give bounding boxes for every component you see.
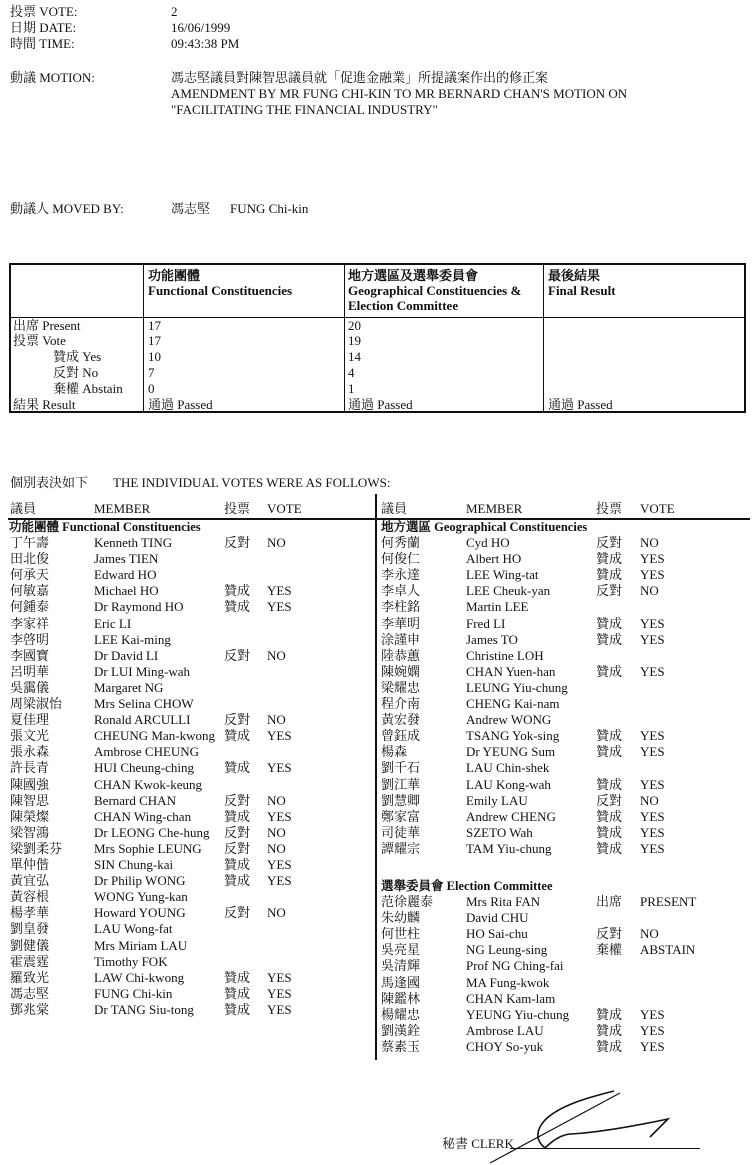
member-name-zh: 吳亮星 [381, 942, 421, 958]
motion-label: 動議 MOTION: [10, 70, 95, 85]
member-name-zh: 黃容根 [10, 889, 50, 905]
member-name-en: Dr LEONG Che-hung [94, 824, 210, 840]
col-gc-en: Geographical Constituencies & [348, 283, 522, 298]
member-name-zh: 劉健儀 [10, 937, 50, 953]
member-name-en: LEE Kai-ming [94, 631, 171, 647]
vote-zh: 贊成 [596, 728, 623, 744]
member-name-en: TSANG Yok-sing [466, 728, 560, 744]
time-value: 09:43:38 PM [171, 36, 240, 51]
vote-en: YES [267, 969, 292, 985]
column-divider [344, 265, 345, 411]
member-name-zh: 劉慧卿 [381, 792, 421, 808]
member-name-zh: 夏佳理 [10, 712, 50, 728]
member-name-en: Ambrose CHEUNG [94, 744, 200, 760]
vote-zh: 贊成 [224, 873, 251, 889]
vote-zh: 贊成 [224, 969, 251, 985]
member-name-zh: 范徐麗泰 [381, 894, 434, 909]
member-name-en: Dr YEUNG Sum [466, 744, 556, 760]
col-fc-zh: 功能團體 [148, 268, 201, 283]
member-name-en: Howard YOUNG [94, 905, 186, 921]
vote-zh: 贊成 [596, 1038, 623, 1054]
vote-zh: 反對 [224, 792, 251, 808]
member-name-zh: 曾鈺成 [381, 728, 421, 744]
member-name-zh: 蔡素玉 [381, 1038, 421, 1054]
row-result-final: 通過 Passed [548, 397, 613, 412]
column-divider [375, 494, 377, 1060]
member-name-en: LEUNG Yiu-chung [466, 679, 568, 695]
vote-en: NO [267, 905, 286, 921]
vote-en: NO [267, 712, 286, 728]
vote-en: YES [640, 1022, 665, 1038]
member-name-en: Bernard CHAN [94, 792, 176, 808]
member-name-en: Dr Raymond HO [94, 599, 184, 615]
member-name-en: FUNG Chi-kin [94, 985, 173, 1001]
vote-en: YES [640, 1038, 665, 1054]
member-name-zh: 何秀蘭 [381, 535, 421, 550]
member-name-zh: 陳婉嫻 [381, 663, 421, 679]
vote-zh: 贊成 [596, 840, 623, 856]
vote-label: 投票 VOTE: [10, 4, 78, 19]
member-name-en: James TO [466, 631, 518, 647]
member-name-zh: 黃宏發 [381, 712, 421, 728]
member-name-en: LEE Wing-tat [466, 567, 539, 583]
member-name-zh: 劉皇發 [10, 921, 50, 937]
vote-en: YES [267, 583, 292, 599]
member-name-en: LAU Chin-shek [466, 760, 550, 776]
vote-zh: 反對 [224, 905, 251, 921]
member-name-zh: 田北俊 [10, 551, 50, 567]
member-name-zh: 何承天 [10, 567, 50, 583]
moved-by-name-en: FUNG Chi-kin [230, 201, 309, 216]
member-name-en: CHENG Kai-nam [466, 696, 560, 711]
row-no-label: 反對 No [53, 365, 99, 380]
member-name-en: Martin LEE [466, 599, 529, 615]
member-name-en: Ronald ARCULLI [94, 712, 191, 728]
member-name-en: Andrew WONG [466, 712, 552, 728]
vote-zh: 贊成 [596, 663, 623, 679]
member-name-zh: 吳清輝 [381, 958, 421, 974]
vote-en: YES [267, 985, 292, 1001]
vote-en: PRESENT [640, 894, 697, 909]
vote-zh: 贊成 [596, 567, 623, 583]
member-name-en: SIN Chung-kai [94, 857, 174, 872]
member-name-en: Michael HO [94, 583, 159, 599]
clerk-signature [490, 1085, 720, 1165]
vote-en: YES [267, 599, 292, 615]
vote-zh: 贊成 [224, 985, 251, 1001]
vote-en: YES [640, 840, 665, 856]
member-name-en: Prof NG Ching-fai [466, 958, 564, 974]
member-name-zh: 楊孝華 [10, 905, 50, 921]
row-no-fc: 7 [148, 365, 155, 380]
member-name-zh: 涂謹申 [381, 631, 421, 647]
vote-en: YES [267, 857, 292, 872]
row-abstain-gc: 1 [348, 381, 355, 396]
member-name-zh: 黃宜弘 [10, 873, 50, 889]
member-name-zh: 何世柱 [381, 926, 421, 942]
member-name-zh: 何敏嘉 [10, 583, 50, 599]
vote-zh: 贊成 [596, 1006, 623, 1022]
vote-en: YES [267, 808, 292, 824]
row-present-gc: 20 [348, 318, 361, 333]
row-abstain-label: 棄權 Abstain [53, 381, 123, 396]
vote-number: 2 [171, 4, 178, 19]
col-vote-en: VOTE [267, 501, 302, 516]
vote-zh: 贊成 [596, 776, 623, 792]
member-name-en: James TIEN [94, 551, 159, 567]
vote-en: NO [640, 583, 659, 599]
member-name-zh: 李啓明 [10, 631, 50, 647]
member-name-zh: 鄧兆棠 [10, 1001, 50, 1017]
vote-zh: 反對 [596, 926, 623, 942]
vote-zh: 贊成 [224, 857, 251, 872]
vote-en: YES [640, 1006, 665, 1022]
header-divider [11, 317, 744, 318]
motion-title-en-line1: AMENDMENT BY MR FUNG CHI-KIN TO MR BERNARD CHAN'S MOTION ON [171, 86, 628, 101]
member-name-zh: 許長青 [10, 760, 50, 776]
member-name-en: Kenneth TING [94, 535, 173, 550]
member-name-en: CHEUNG Man-kwong [94, 728, 215, 744]
vote-en: YES [640, 744, 665, 760]
member-name-en: Mrs Rita FAN [466, 894, 541, 909]
member-name-zh: 李國寶 [10, 647, 50, 663]
vote-en: YES [640, 824, 665, 840]
member-name-zh: 馮志堅 [10, 985, 50, 1001]
vote-zh: 贊成 [224, 583, 251, 599]
individual-intro-zh: 個別表決如下 [10, 475, 89, 490]
row-vote-gc: 19 [348, 333, 361, 348]
col-gc-en2: Election Committee [348, 298, 459, 313]
member-name-zh: 李卓人 [381, 583, 421, 599]
member-name-en: Timothy FOK [94, 953, 168, 969]
vote-zh: 贊成 [596, 1022, 623, 1038]
member-name-en: Mrs Sophie LEUNG [94, 840, 202, 856]
col-member-zh: 議員 [10, 501, 37, 516]
vote-zh: 贊成 [596, 631, 623, 647]
member-name-en: Dr Philip WONG [94, 873, 186, 889]
vote-zh: 贊成 [224, 1001, 251, 1017]
vote-en: YES [640, 663, 665, 679]
row-vote-fc: 17 [148, 333, 161, 348]
member-name-en: SZETO Wah [466, 824, 533, 840]
member-name-en: CHAN Wing-chan [94, 808, 192, 824]
member-name-en: Ambrose LAU [466, 1022, 544, 1038]
member-name-en: Dr David LI [94, 647, 159, 663]
member-name-zh: 羅致光 [10, 969, 50, 985]
member-name-en: Albert HO [466, 551, 522, 567]
vote-zh: 贊成 [224, 728, 251, 744]
vote-zh: 贊成 [596, 744, 623, 760]
member-name-en: CHAN Yuen-han [466, 663, 556, 679]
section-geographical-title: 地方選區 Geographical Constituencies [381, 520, 588, 534]
vote-en: YES [267, 728, 292, 744]
individual-intro-en: THE INDIVIDUAL VOTES WERE AS FOLLOWS: [113, 475, 391, 490]
summary-table [9, 263, 746, 413]
member-name-en: CHAN Kam-lam [466, 990, 556, 1006]
member-name-en: Cyd HO [466, 535, 510, 550]
motion-title-en-line2: "FACILITATING THE FINANCIAL INDUSTRY" [171, 102, 438, 117]
motion-title-zh: 馮志堅議員對陳智思議員就「促進金融業」所提議案作出的修正案 [171, 70, 549, 85]
vote-zh: 反對 [224, 647, 251, 663]
member-name-zh: 朱幼麟 [381, 910, 421, 926]
vote-zh: 反對 [224, 535, 251, 550]
moved-by-name-zh: 馮志堅 [171, 201, 211, 216]
member-name-zh: 周梁淑怡 [10, 696, 63, 711]
vote-zh: 反對 [596, 535, 623, 550]
member-name-zh: 司徒華 [381, 824, 421, 840]
member-name-zh: 陳國強 [10, 776, 50, 792]
vote-en: YES [640, 615, 665, 631]
member-name-zh: 鄭家富 [381, 808, 421, 824]
member-name-en: WONG Yung-kan [94, 889, 188, 905]
member-name-en: David CHU [466, 910, 529, 926]
section-functional-title: 功能團體 Functional Constituencies [9, 520, 201, 534]
vote-en: NO [267, 824, 286, 840]
moved-by-label: 動議人 MOVED BY: [10, 201, 124, 216]
member-name-en: LAW Chi-kwong [94, 969, 185, 985]
vote-en: ABSTAIN [640, 942, 696, 958]
member-name-zh: 吳靄儀 [10, 679, 50, 695]
row-result-fc: 通過 Passed [148, 397, 213, 412]
vote-en: YES [640, 728, 665, 744]
vote-zh: 贊成 [224, 808, 251, 824]
member-name-zh: 霍震霆 [10, 953, 50, 969]
vote-zh: 贊成 [596, 808, 623, 824]
row-yes-fc: 10 [148, 349, 161, 364]
member-name-zh: 陳智思 [10, 792, 50, 808]
col-member-en: MEMBER [466, 501, 523, 516]
member-name-zh: 梁智鴻 [10, 824, 50, 840]
vote-en: YES [640, 808, 665, 824]
member-name-zh: 陸恭蕙 [381, 647, 421, 663]
member-name-zh: 李家祥 [10, 615, 50, 631]
member-name-zh: 馬逢國 [381, 974, 421, 990]
vote-en: NO [267, 792, 286, 808]
vote-zh: 反對 [224, 712, 251, 728]
member-name-zh: 呂明華 [10, 663, 50, 679]
vote-zh: 贊成 [224, 599, 251, 615]
vote-en: NO [267, 840, 286, 856]
time-label: 時間 TIME: [10, 36, 75, 51]
member-name-en: Dr TANG Siu-tong [94, 1001, 194, 1017]
member-name-zh: 陳榮燦 [10, 808, 50, 824]
member-name-zh: 丁午壽 [10, 535, 50, 550]
member-name-en: LAU Wong-fat [94, 921, 173, 937]
member-name-zh: 楊森 [381, 744, 408, 760]
member-name-en: CHAN Kwok-keung [94, 776, 202, 792]
member-name-zh: 李華明 [381, 615, 421, 631]
member-name-en: LAU Kong-wah [466, 776, 551, 792]
vote-zh: 棄權 [596, 942, 623, 958]
member-name-zh: 譚耀宗 [381, 840, 421, 856]
row-present-label: 出席 Present [13, 318, 81, 333]
date-label: 日期 DATE: [10, 20, 77, 35]
member-name-en: Mrs Selina CHOW [94, 696, 194, 711]
column-divider [143, 265, 144, 411]
date-value: 16/06/1999 [171, 20, 231, 35]
member-name-zh: 張文光 [10, 728, 50, 744]
member-name-en: HO Sai-chu [466, 926, 528, 942]
vote-en: YES [640, 551, 665, 567]
column-divider [543, 265, 544, 411]
member-name-en: HUI Cheung-ching [94, 760, 195, 776]
member-name-zh: 劉江華 [381, 776, 421, 792]
member-name-en: NG Leung-sing [466, 942, 548, 958]
col-member-en: MEMBER [94, 501, 151, 516]
col-vote-zh: 投票 [224, 501, 251, 516]
member-name-zh: 李永達 [381, 567, 421, 583]
vote-en: NO [640, 792, 659, 808]
member-name-en: Fred LI [466, 615, 506, 631]
member-name-zh: 劉千石 [381, 760, 421, 776]
row-result-gc: 通過 Passed [348, 397, 413, 412]
member-name-en: MA Fung-kwok [466, 974, 550, 990]
col-fc-en: Functional Constituencies [148, 283, 293, 298]
vote-en: YES [640, 631, 665, 647]
member-name-en: Andrew CHENG [466, 808, 556, 824]
vote-zh: 反對 [224, 840, 251, 856]
vote-en: YES [640, 776, 665, 792]
member-name-en: Mrs Miriam LAU [94, 937, 188, 953]
vote-en: YES [640, 567, 665, 583]
vote-zh: 反對 [596, 583, 623, 599]
col-gc-zh: 地方選區及選舉委員會 [348, 268, 479, 283]
member-name-en: Edward HO [94, 567, 157, 583]
row-yes-label: 贊成 Yes [53, 349, 102, 364]
member-name-en: YEUNG Yiu-chung [466, 1006, 570, 1022]
vote-en: NO [267, 647, 286, 663]
vote-zh: 反對 [224, 824, 251, 840]
vote-zh: 贊成 [596, 824, 623, 840]
member-name-zh: 梁劉柔芬 [10, 840, 63, 856]
member-name-zh: 何俊仁 [381, 551, 421, 567]
col-final-zh: 最後結果 [548, 268, 601, 283]
col-vote-en: VOTE [640, 501, 675, 516]
section-election-committee-title: 選舉委員會 Election Committee [381, 879, 553, 893]
member-name-zh: 陳鑑林 [381, 990, 421, 1006]
clerk-label: 秘書 CLERK [442, 1136, 514, 1151]
vote-zh: 贊成 [224, 760, 251, 776]
row-no-gc: 4 [348, 365, 355, 380]
member-name-zh: 楊耀忠 [381, 1006, 421, 1022]
row-present-fc: 17 [148, 318, 161, 333]
member-name-en: LEE Cheuk-yan [466, 583, 551, 599]
vote-en: NO [267, 535, 286, 550]
vote-zh: 贊成 [596, 551, 623, 567]
member-name-zh: 梁耀忠 [381, 679, 421, 695]
vote-en: YES [267, 760, 292, 776]
vote-zh: 贊成 [596, 615, 623, 631]
member-name-en: TAM Yiu-chung [466, 840, 552, 856]
col-member-zh: 議員 [381, 501, 408, 516]
row-yes-gc: 14 [348, 349, 361, 364]
vote-en: YES [267, 1001, 292, 1017]
row-vote-label: 投票 Vote [13, 333, 66, 348]
vote-en: NO [640, 535, 659, 550]
vote-zh: 出席 [596, 894, 623, 909]
member-name-zh: 張永森 [10, 744, 50, 760]
member-name-zh: 單仲偕 [10, 857, 50, 872]
row-result-label: 結果 Result [13, 397, 76, 412]
vote-zh: 反對 [596, 792, 623, 808]
member-name-zh: 劉漢銓 [381, 1022, 421, 1038]
member-name-zh: 何鍾泰 [10, 599, 50, 615]
member-name-en: Christine LOH [466, 647, 544, 663]
member-name-zh: 李柱銘 [381, 599, 421, 615]
member-name-en: Dr LUI Ming-wah [94, 663, 191, 679]
member-name-en: Margaret NG [94, 679, 164, 695]
member-name-en: CHOY So-yuk [466, 1038, 544, 1054]
col-vote-zh: 投票 [596, 501, 623, 516]
row-abstain-fc: 0 [148, 381, 155, 396]
vote-en: YES [267, 873, 292, 889]
col-final-en: Final Result [548, 283, 616, 298]
member-name-en: Eric LI [94, 615, 132, 631]
member-name-zh: 程介南 [381, 696, 421, 711]
vote-en: NO [640, 926, 659, 942]
member-name-en: Emily LAU [466, 792, 528, 808]
